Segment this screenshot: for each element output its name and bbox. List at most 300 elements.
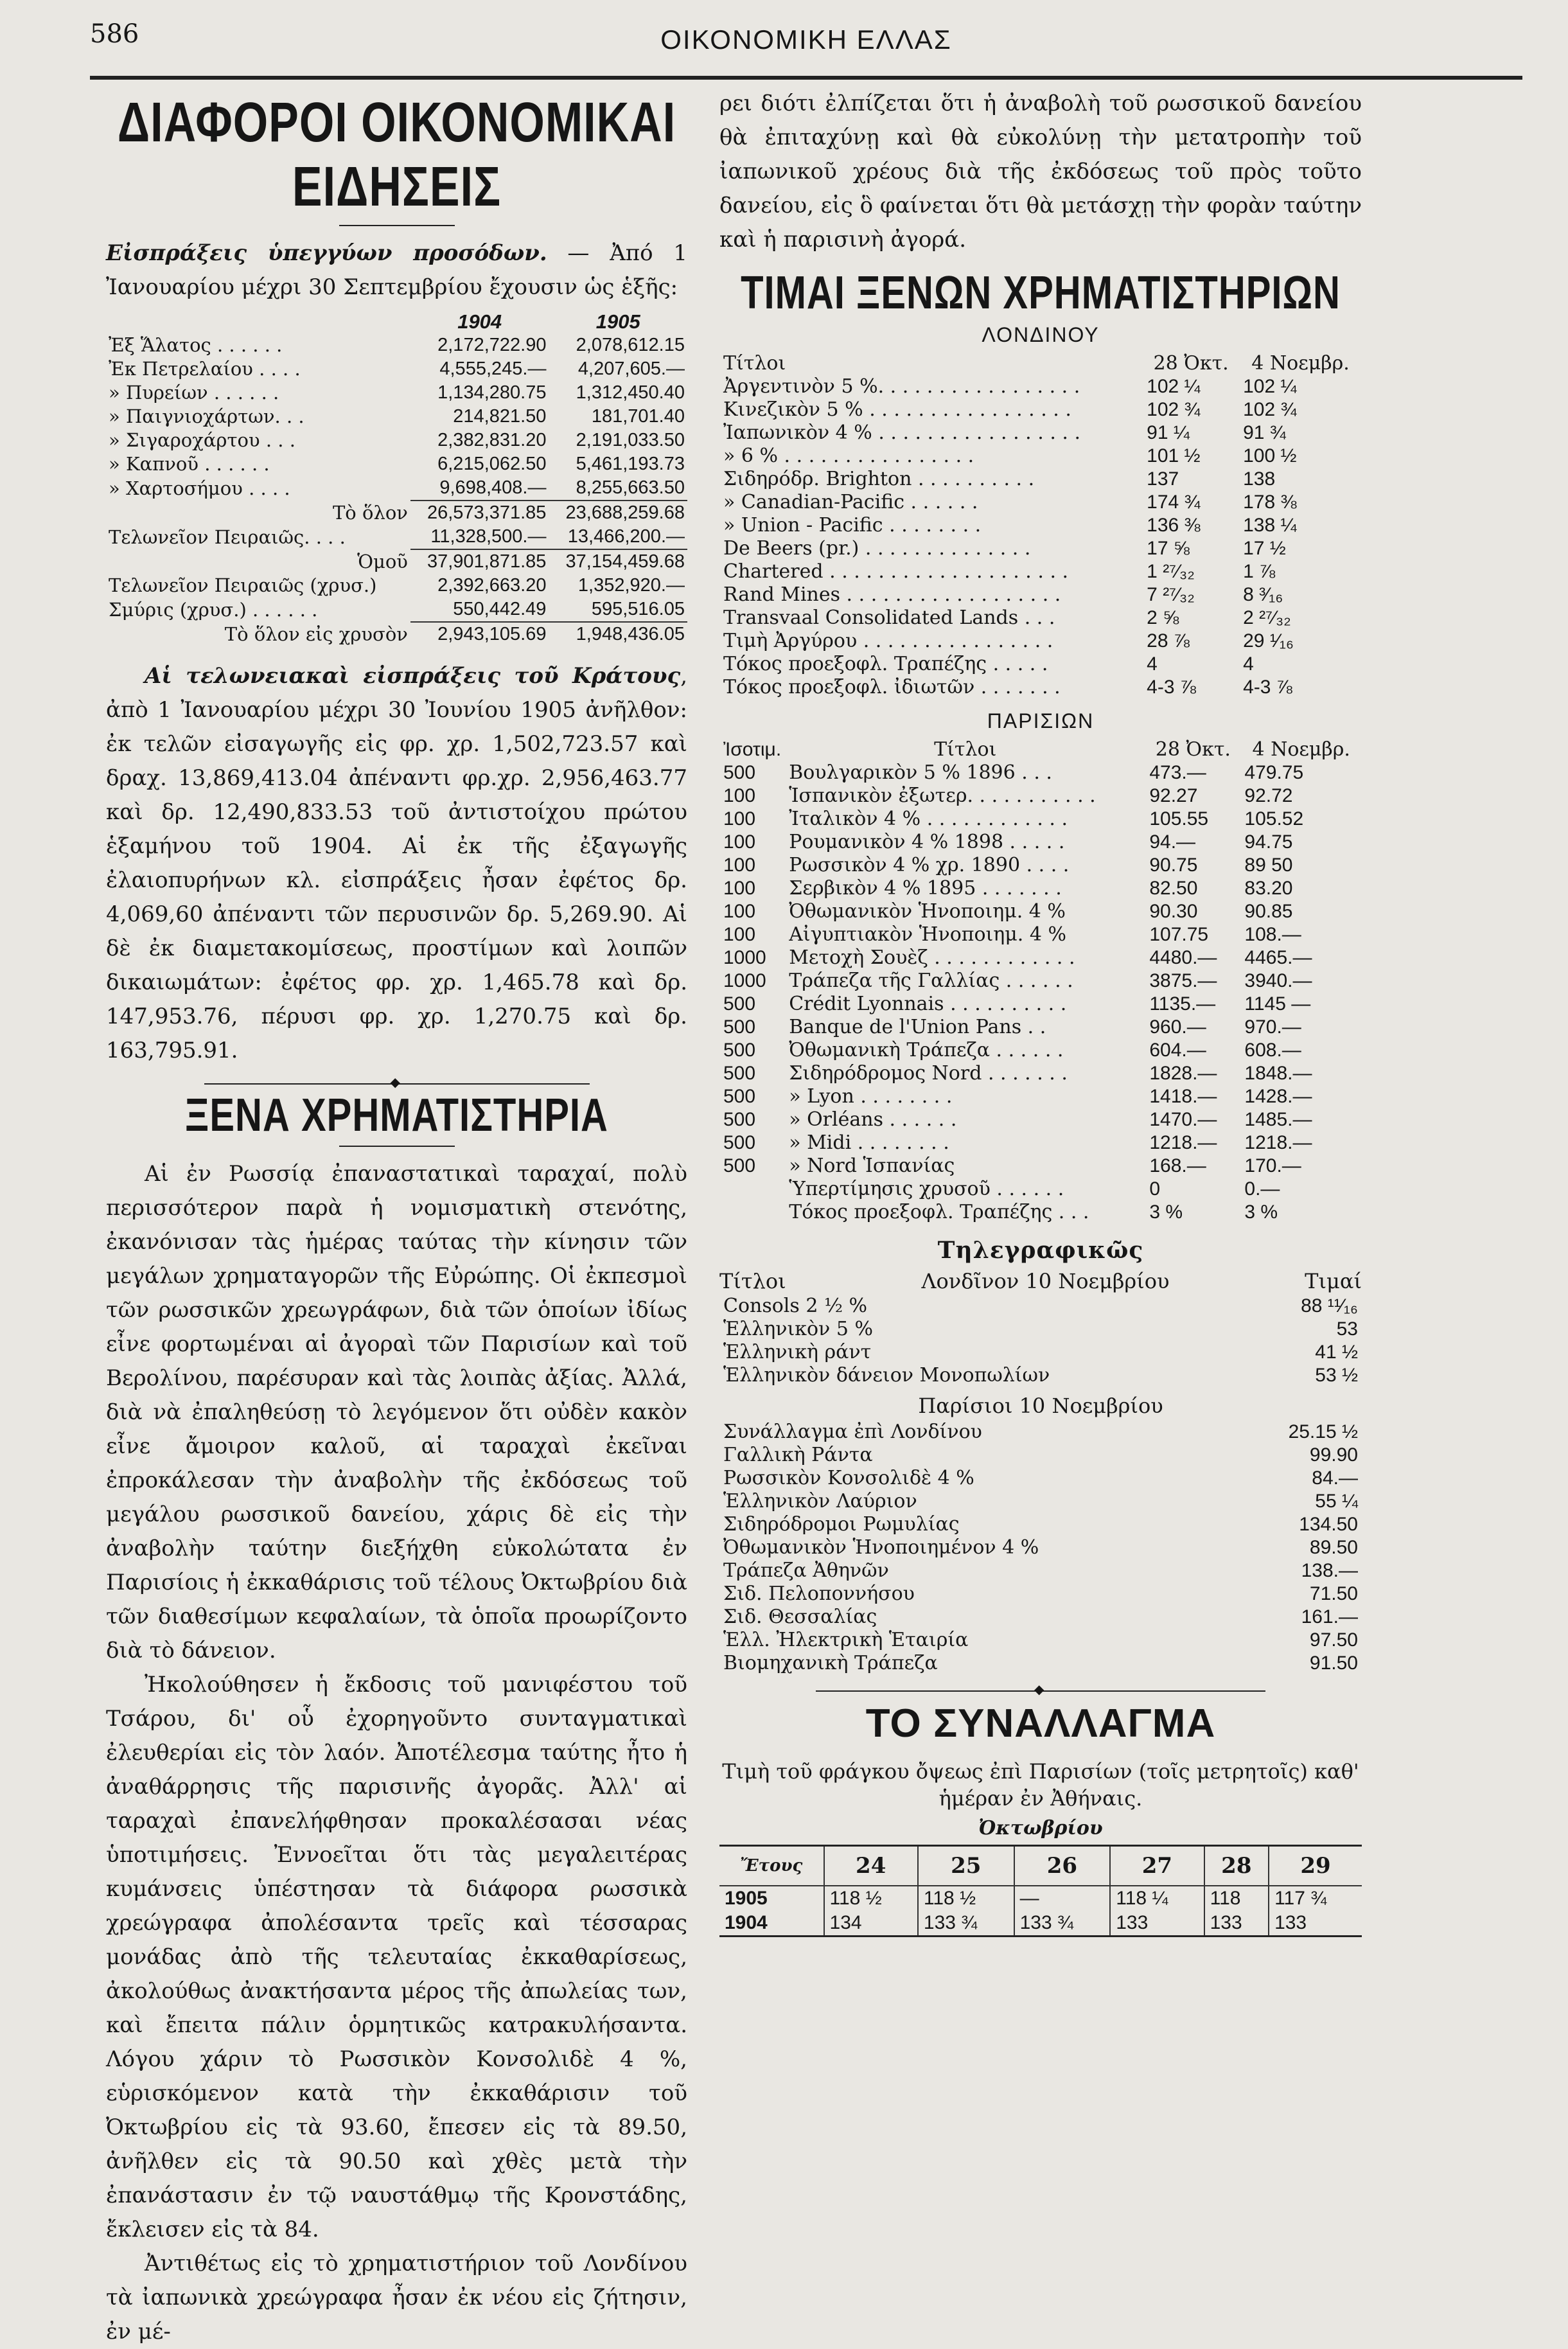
exchange-row bbox=[719, 1886, 1362, 1911]
col-title: Τίτλοι bbox=[719, 1269, 786, 1293]
foreign-heading: ΞΕΝΑ ΧΡΗΜΑΤΙΣΤΗΡΙΑ bbox=[185, 1088, 608, 1142]
security-name: Ἱσπανικὸν ἐξωτερ. . . . . . . . . . . bbox=[789, 784, 1096, 807]
paris-row bbox=[719, 1131, 1362, 1155]
security-name: Transvaal Consolidated Lands . . . bbox=[723, 607, 1055, 629]
price-28-oct: 82.50 bbox=[1149, 878, 1198, 899]
security-name: » Midi . . . . . . . . bbox=[789, 1131, 949, 1154]
london-row bbox=[719, 421, 1362, 445]
price-4-nov: 4 bbox=[1243, 653, 1254, 675]
par-value bbox=[719, 1201, 785, 1224]
price: 53 ½ bbox=[1315, 1365, 1358, 1386]
day-header: 29 bbox=[1269, 1846, 1362, 1886]
par-value: 100 bbox=[723, 785, 756, 806]
price-4-nov: 17 ½ bbox=[1243, 538, 1286, 559]
journal-title: ΟΙΚΟΝΟΜΙΚΗ ΕΛΛΑΣ bbox=[660, 24, 952, 55]
revenue-label: » Πυρείων . . . . . . bbox=[109, 382, 279, 403]
revenue-total-row bbox=[106, 622, 687, 646]
security-name: Ὑπερτίμησις χρυσοῦ . . . . . . bbox=[789, 1178, 1064, 1200]
paris-row bbox=[719, 877, 1362, 900]
exchange-table bbox=[719, 1845, 1362, 1937]
price-4-nov: 170.— bbox=[1244, 1155, 1301, 1176]
security-name: Σιδ. Πελοποννήσου bbox=[723, 1582, 915, 1605]
col-1905: 1905 bbox=[595, 310, 640, 333]
price-4-nov: 92.72 bbox=[1244, 785, 1293, 806]
value-1904: 11,328,500.— bbox=[430, 526, 547, 547]
price: 25.15 ½ bbox=[1288, 1421, 1358, 1442]
security-name: Ἰταλικὸν 4 % . . . . . . . . . . . . bbox=[789, 808, 1068, 830]
price-4-nov: 89 50 bbox=[1244, 855, 1293, 876]
paris-row bbox=[719, 1201, 1362, 1224]
paris-rows bbox=[719, 761, 1362, 1224]
security-name: Ἑλληνικὸν Λαύριον bbox=[723, 1490, 917, 1512]
telegraph-london-table bbox=[719, 1295, 1362, 1387]
exchange-row bbox=[719, 1911, 1362, 1937]
day-header: 24 bbox=[824, 1846, 918, 1886]
value-1905: 5,461,193.73 bbox=[576, 454, 685, 474]
paris-row bbox=[719, 970, 1362, 993]
security-name: » Lyon . . . . . . . . bbox=[789, 1085, 953, 1108]
revenue-row bbox=[106, 429, 687, 452]
telegraph-row bbox=[719, 1606, 1362, 1629]
value-1905: 2,191,033.50 bbox=[576, 430, 685, 450]
price-4-nov: 0.— bbox=[1244, 1178, 1280, 1200]
revenue-label: Τελωνεῖον Πειραιῶς (χρυσ.) bbox=[109, 574, 377, 596]
price-4-nov: 83.20 bbox=[1244, 878, 1293, 899]
exchange-rows bbox=[719, 1886, 1362, 1937]
price-4-nov: 178 ⅜ bbox=[1243, 492, 1297, 513]
london-row bbox=[719, 676, 1362, 699]
par-value: 1000 bbox=[723, 947, 766, 968]
paris-row bbox=[719, 900, 1362, 923]
price-28-oct: 28 ⅞ bbox=[1147, 630, 1190, 652]
security-name: » Union - Pacific . . . . . . . . bbox=[723, 514, 982, 536]
telegraph-london-rows bbox=[719, 1295, 1362, 1387]
london-row bbox=[719, 491, 1362, 514]
paris-row bbox=[719, 993, 1362, 1016]
rate-cell: 118 ½ bbox=[824, 1886, 918, 1911]
paris-row bbox=[719, 1062, 1362, 1085]
price-4-nov: 1428.— bbox=[1244, 1086, 1312, 1107]
par-value: 100 bbox=[723, 924, 756, 945]
telegraph-row bbox=[719, 1364, 1362, 1387]
price-4-nov: 608.— bbox=[1244, 1040, 1301, 1061]
value-1905: 595,516.05 bbox=[591, 599, 685, 619]
price-4-nov: 102 ¼ bbox=[1243, 376, 1297, 397]
price-28-oct: 1418.— bbox=[1149, 1086, 1217, 1107]
par-value: 500 bbox=[723, 1040, 756, 1061]
telegraph-row bbox=[719, 1652, 1362, 1675]
value-1905: 13,466,200.— bbox=[567, 526, 685, 547]
security-name: Σερβικὸν 4 % 1895 . . . . . . . bbox=[789, 877, 1062, 900]
telegraph-row bbox=[719, 1536, 1362, 1559]
value-1904: 214,821.50 bbox=[453, 406, 547, 427]
price-4-nov: 108.— bbox=[1244, 924, 1301, 945]
revenue-label: Τελωνεῖον Πειραιῶς. . . . bbox=[109, 526, 346, 548]
value-1905: 1,948,436.05 bbox=[549, 622, 687, 646]
price: 41 ½ bbox=[1315, 1342, 1358, 1363]
value-1905: 2,078,612.15 bbox=[576, 335, 685, 355]
revenue-row bbox=[106, 381, 687, 405]
telegraph-row bbox=[719, 1295, 1362, 1318]
security-name: » Canadian-Pacific . . . . . . bbox=[723, 491, 978, 513]
customs-rest: , ἀπὸ 1 Ἰανουαρίου μέχρι 30 Ἰουνίου 1905 ἀνῆλθον: ἐκ τελῶν εἰσαγωγῆς εἰς φρ. χρ. 1,502,723.57 καὶ δραχ. 13,869,413.04 ἀπέναντι φρ.χρ. 2,956,463.77 καὶ δρ. 12,490,833.53 τοῦ ἀντιστοίχου πρώτου ἑξαμήνου τοῦ 1904. Αἱ ἐκ τῆς ἐξαγωγῆς ἐλαιοπυρήνων κλ. εἰσπράξεις ἦσαν ἐφέτος δρ. 4,069,60 ἀπέναντι τῶν περυσινῶν δρ. 5,269.90. Αἱ δὲ ἐκ διαμετακομίσεως, προστίμων καὶ λοιπῶν δικαιωμάτων: ἐφέτος φρ. χρ. 1,465.78 καὶ δρ. 147,953.76, πέρυσι φρ. χρ. 1,270.75 καὶ δρ. 163,795.91. bbox=[106, 663, 687, 1063]
revenue-label: Τὸ ὅλον εἰς χρυσὸν bbox=[224, 623, 408, 645]
security-name: Chartered . . . . . . . . . . . . . . . . . . . . bbox=[723, 560, 1069, 583]
revenue-label: » Χαρτοσήμου . . . . bbox=[109, 477, 290, 499]
value-1905: 181,701.40 bbox=[591, 406, 685, 427]
par-value: 100 bbox=[723, 831, 756, 853]
revenue-row bbox=[106, 452, 687, 476]
paris-row bbox=[719, 1155, 1362, 1178]
security-name: Ρωσσικὸν Κονσολιδὲ 4 % bbox=[723, 1467, 974, 1489]
security-name: Σιδηρόδρομος Nord . . . . . . . bbox=[789, 1062, 1068, 1085]
security-name: Ἑλλ. Ἠλεκτρικὴ Ἑταιρία bbox=[723, 1629, 969, 1651]
price-28-oct: 107.75 bbox=[1149, 924, 1209, 945]
paris-row bbox=[719, 1108, 1362, 1131]
price-28-oct: 1135.— bbox=[1149, 993, 1216, 1015]
paragraph: Ἀντιθέτως εἰς τὸ χρηματιστήριον τοῦ Λονδίνου τὰ ἰαπωνικὰ χρεώγραφα ἦσαν ἐκ νέου εἰς ζήτησιν, ἐν μέ- bbox=[106, 2251, 687, 2345]
revenue-rows bbox=[106, 333, 687, 646]
telegraph-row bbox=[719, 1490, 1362, 1513]
price-4-nov: 1485.— bbox=[1244, 1109, 1312, 1130]
heading-rule bbox=[339, 225, 455, 226]
paris-row bbox=[719, 854, 1362, 877]
paris-row bbox=[719, 946, 1362, 970]
telegraph-row bbox=[719, 1513, 1362, 1536]
rate-cell: 118 bbox=[1204, 1886, 1269, 1911]
price: 55 ¼ bbox=[1315, 1491, 1358, 1512]
security-name: » Orléans . . . . . . bbox=[789, 1108, 957, 1131]
col-1904: 1904 bbox=[457, 310, 502, 333]
value-1904: 1,134,280.75 bbox=[437, 382, 547, 403]
security-name: Ὀθωμανικὸν Ἡνοποιημ. 4 % bbox=[789, 900, 1066, 923]
price-28-oct: 3875.— bbox=[1149, 970, 1217, 991]
par-value: 100 bbox=[723, 901, 756, 922]
value-1905: 8,255,663.50 bbox=[576, 477, 685, 498]
telegraph-row bbox=[719, 1341, 1362, 1364]
value-1905: 1,352,920.— bbox=[577, 575, 685, 596]
revenue-row bbox=[106, 405, 687, 429]
price-28-oct: 1 ²⁷⁄₃₂ bbox=[1147, 561, 1195, 582]
par-value bbox=[719, 1178, 785, 1201]
security-name: Τόκος προεξοφλ. Τραπέζης . . . bbox=[789, 1201, 1089, 1223]
par-value: 500 bbox=[723, 993, 756, 1015]
telegraph-paris-table bbox=[719, 1421, 1362, 1675]
security-name: Τόκος προεξοφλ. Τραπέζης . . . . . bbox=[723, 653, 1048, 675]
price-28-oct: 4-3 ⅞ bbox=[1147, 677, 1196, 698]
london-row bbox=[719, 398, 1362, 421]
price-4-nov: 94.75 bbox=[1244, 831, 1293, 853]
security-name: Ὀθωμανικὸν Ἡνοποιημένον 4 % bbox=[723, 1536, 1039, 1559]
paris-row bbox=[719, 808, 1362, 831]
price-4-nov: 479.75 bbox=[1244, 762, 1304, 783]
day-header: 25 bbox=[918, 1846, 1014, 1886]
security-name: Ρωσσικὸν 4 % χρ. 1890 . . . . bbox=[789, 854, 1070, 876]
security-name: Αἰγυπτιακὸν Ἡνοποιημ. 4 % bbox=[789, 923, 1066, 946]
security-name: Τιμὴ Ἀργύρου . . . . . . . . . . . . . . . . bbox=[723, 630, 1053, 652]
price-4-nov: 3940.— bbox=[1244, 970, 1312, 991]
main-heading: ΔΙΑΦΟΡΟΙ ΟΙΚΟΝΟΜΙΚΑΙ ΕΙΔΗΣΕΙΣ bbox=[117, 91, 676, 218]
price-28-oct: 105.55 bbox=[1149, 808, 1209, 829]
day-header: 28 bbox=[1204, 1846, 1269, 1886]
revenue-label: Τὸ ὅλον bbox=[332, 501, 408, 524]
price-28-oct: 473.— bbox=[1149, 762, 1206, 783]
customs-paragraph bbox=[106, 659, 687, 1068]
revenue-total-row bbox=[106, 549, 687, 574]
col-date-a: 28 Ὀκτ. bbox=[1153, 352, 1229, 375]
security-name: Μετοχὴ Σουὲζ . . . . . . . . . . . . bbox=[789, 946, 1075, 969]
price-28-oct: 92.27 bbox=[1149, 785, 1198, 806]
london-date: Λονδῖνον 10 Νοεμβρίου bbox=[921, 1269, 1170, 1293]
london-row bbox=[719, 514, 1362, 537]
london-row bbox=[719, 537, 1362, 560]
price-4-nov: 1848.— bbox=[1244, 1063, 1312, 1084]
revenue-label: Σμύρις (χρυσ.) . . . . . . bbox=[109, 598, 318, 621]
value-1904: 2,172,722.90 bbox=[437, 335, 547, 355]
col-date-b: 4 Νοεμβρ. bbox=[1252, 738, 1350, 761]
year-cell: 1904 bbox=[725, 1912, 768, 1933]
price-28-oct: 604.— bbox=[1149, 1040, 1206, 1061]
price-28-oct: 3 % bbox=[1149, 1201, 1183, 1223]
security-name: Consols 2 ½ % bbox=[723, 1295, 868, 1317]
telegraph-paris-rows bbox=[719, 1421, 1362, 1675]
revenue-table bbox=[106, 310, 687, 646]
par-value: 500 bbox=[723, 1109, 756, 1130]
price: 71.50 bbox=[1309, 1583, 1358, 1604]
par-value: 1000 bbox=[723, 970, 766, 991]
security-name: Ὀθωμανικὴ Τράπεζα . . . . . . bbox=[789, 1039, 1064, 1061]
left-column bbox=[106, 87, 687, 2349]
price-28-oct: 1218.— bbox=[1149, 1132, 1217, 1153]
price-28-oct: 1828.— bbox=[1149, 1063, 1217, 1084]
value-1905: 1,312,450.40 bbox=[576, 382, 685, 403]
price-4-nov: 2 ²⁷⁄₃₂ bbox=[1243, 607, 1291, 628]
prices-heading: ΤΙΜΑΙ ΞΕΝΩΝ ΧΡΗΜΑΤΙΣΤΗΡΙΩΝ bbox=[741, 266, 1341, 319]
price: 53 bbox=[1336, 1318, 1358, 1340]
telegraph-row bbox=[719, 1421, 1362, 1444]
rate-cell: 118 ½ bbox=[918, 1886, 1014, 1911]
value-1904: 2,392,663.20 bbox=[437, 575, 547, 596]
london-row bbox=[719, 653, 1362, 676]
price: 84.— bbox=[1312, 1467, 1358, 1489]
revenue-row bbox=[106, 476, 687, 501]
value-1905: 23,688,259.68 bbox=[549, 501, 687, 525]
london-row bbox=[719, 630, 1362, 653]
telegraph-row bbox=[719, 1467, 1362, 1490]
rate-cell: 133 ¾ bbox=[1014, 1911, 1111, 1937]
price: 97.50 bbox=[1309, 1629, 1358, 1651]
exchange-heading: ΤΟ ΣΥΝΑΛΛΑΓΜΑ bbox=[865, 1701, 1216, 1746]
price-28-oct: 90.30 bbox=[1149, 901, 1198, 922]
exchange-header-row bbox=[719, 1846, 1362, 1886]
year-label: Ἔτους bbox=[719, 1846, 824, 1886]
price-4-nov: 138 bbox=[1243, 468, 1276, 490]
paris-row bbox=[719, 784, 1362, 808]
value-1905: 37,154,459.68 bbox=[549, 549, 687, 574]
price-28-oct: 7 ²⁷⁄₃₂ bbox=[1147, 584, 1195, 605]
security-name: Σιδ. Θεσσαλίας bbox=[723, 1606, 877, 1628]
par-value: 500 bbox=[723, 1016, 756, 1038]
security-name: Ἑλληνικὸν δάνειον Μονοπωλίων bbox=[723, 1364, 1050, 1387]
value-1904: 550,442.49 bbox=[453, 599, 547, 619]
paragraph: Ἠκολούθησεν ἡ ἔκδοσις τοῦ μανιφέστου τοῦ Τσάρου, δι' οὗ ἐχορηγοῦντο συνταγματικαὶ ἐλευθερίαι εἰς τὸν λαόν. Ἀποτέλεσμα ταύτης ἦτο ἡ ἀναθάρρησις τῆς παρισινῆς ἀγορᾶς. Ἀλλ' αἱ ταραχαὶ ἐπανελήφθησαν προκαλέσασαι νέας ὑποτιμήσεις. Ἐννοεῖται ὅτι τὰς μεγαλειτέρας κυμάνσεις ὑπέστησαν τὰ διάφορα ρωσσικὰ χρεώγραφα ἀπολέσαντα τρεῖς καὶ τέσσαρας μονάδας ἀπὸ τῆς τελευταίας ἐκκαθαρίσεως, ἀκολούθως ἀνακτήσαντα μέρος τῆς ἀπωλείας των, καὶ ἔπειτα πάλιν ὁρμητικῶς κατρακυλήσαντα. Λόγου χάριν τὸ Ρωσσικὸν Κονσολιδὲ 4 %, εὑρισκόμενον κατὰ τὴν ἐκκαθάρισιν τοῦ Ὀκτωβρίου εἰς τὰ 93.60, ἔπεσεν εἰς τὰ 89.50, ἀνῆλθεν εἰς τὰ 90.50 καὶ χθὲς μετὰ τὴν ἐπανάστασιν ἐν τῷ ναυστάθμῳ τῆς Κρονστάδης, ἔκλεισεν εἰς τὰ 84. bbox=[106, 1672, 687, 2242]
par-value: 500 bbox=[723, 1086, 756, 1107]
revenue-label: » Καπνοῦ . . . . . . bbox=[109, 453, 270, 475]
value-1904: 6,215,062.50 bbox=[437, 454, 547, 474]
price-4-nov: 3 % bbox=[1244, 1201, 1278, 1223]
price-28-oct: 91 ¼ bbox=[1147, 422, 1190, 443]
running-header bbox=[90, 19, 1522, 58]
london-row bbox=[719, 560, 1362, 583]
price-28-oct: 90.75 bbox=[1149, 855, 1198, 876]
section-divider bbox=[204, 1083, 590, 1085]
price-28-oct: 168.— bbox=[1149, 1155, 1206, 1176]
price-28-oct: 960.— bbox=[1149, 1016, 1206, 1038]
london-row bbox=[719, 445, 1362, 468]
security-name: Γαλλικὴ Ράντα bbox=[723, 1444, 873, 1466]
exchange-month: Ὀκτωβρίου bbox=[978, 1817, 1103, 1839]
paris-row bbox=[719, 1016, 1362, 1039]
security-name: Ἰαπωνικὸν 4 % . . . . . . . . . . . . . . . . . bbox=[723, 421, 1081, 444]
par-value: 500 bbox=[723, 762, 756, 783]
london-rows bbox=[719, 375, 1362, 699]
price-4-nov: 970.— bbox=[1244, 1016, 1301, 1038]
par-value: 500 bbox=[723, 1063, 756, 1084]
security-name: Συνάλλαγμα ἐπὶ Λονδίνου bbox=[723, 1421, 982, 1443]
rate-cell: — bbox=[1014, 1886, 1111, 1911]
security-name: Τράπεζα τῆς Γαλλίας . . . . . . bbox=[789, 970, 1073, 992]
value-1905: 4,207,605.— bbox=[577, 359, 685, 379]
price-4-nov: 4-3 ⅞ bbox=[1243, 677, 1292, 698]
telegraph-row bbox=[719, 1444, 1362, 1467]
revenue-row bbox=[106, 525, 687, 549]
price: 89.50 bbox=[1309, 1537, 1358, 1558]
exchange-caption: Τιμὴ τοῦ φράγκου ὄψεως ἐπὶ Παρισίων (τοῖς μετρητοῖς) καθ' ἡμέραν ἐν Ἀθήναις. bbox=[722, 1759, 1359, 1811]
security-name: Crédit Lyonnais . . . . . . . . . . bbox=[789, 993, 1067, 1015]
price-28-oct: 136 ⅜ bbox=[1147, 515, 1201, 536]
telegraph-row bbox=[719, 1629, 1362, 1652]
price-28-oct: 102 ¼ bbox=[1147, 376, 1201, 397]
col-title: Τίτλοι bbox=[723, 352, 786, 375]
par-value: 100 bbox=[723, 878, 756, 899]
rate-cell: 133 bbox=[1110, 1911, 1204, 1937]
col-price: Τιμαί bbox=[1305, 1269, 1362, 1293]
revenue-row bbox=[106, 333, 687, 357]
day-header: 26 bbox=[1014, 1846, 1111, 1886]
security-name: Ἑλληνικὴ ράντ bbox=[723, 1341, 872, 1363]
page-number: 586 bbox=[90, 19, 139, 49]
value-1904: 26,573,371.85 bbox=[410, 501, 549, 525]
london-row bbox=[719, 583, 1362, 607]
paris-row bbox=[719, 1178, 1362, 1201]
security-name: Ἀργεντινὸν 5 %. . . . . . . . . . . . . . . . . bbox=[723, 375, 1080, 398]
rate-cell: 133 ¾ bbox=[918, 1911, 1014, 1937]
price: 134.50 bbox=[1299, 1514, 1358, 1535]
telegraph-row bbox=[719, 1559, 1362, 1582]
price-28-oct: 1470.— bbox=[1149, 1109, 1217, 1130]
security-name: Βουλγαρικὸν 5 % 1896 . . . bbox=[789, 761, 1052, 784]
revenue-label: » Παιγνιοχάρτων. . . bbox=[109, 405, 304, 427]
london-table bbox=[719, 352, 1362, 699]
telegraph-row bbox=[719, 1318, 1362, 1341]
london-title: ΛΟΝΔΙΝΟΥ bbox=[982, 323, 1100, 346]
continuation-paragraph: ρει διότι ἐλπίζεται ὅτι ἡ ἀναβολὴ τοῦ ρωσσικοῦ δανείου θὰ ἐπιταχύνῃ καὶ θὰ εὐκολύνῃ τὴν μετατροπὴν τοῦ ἰαπωνικοῦ χρέους διὰ τῆς ἐκδόσεως τοῦ πρὸς τοῦτο δανείου, εἰς ὃ φαίνεται ὅτι θὰ μετάσχῃ τὴν φορὰν ταύτην καὶ ἡ παρισινὴ ἀγορά. bbox=[719, 91, 1362, 253]
security-name: Rand Mines . . . . . . . . . . . . . . . . . . bbox=[723, 583, 1061, 606]
par-value: 500 bbox=[723, 1132, 756, 1153]
price-28-oct: 17 ⅝ bbox=[1147, 538, 1190, 559]
price: 99.90 bbox=[1309, 1444, 1358, 1466]
security-name: Ρουμανικὸν 4 % 1898 . . . . . bbox=[789, 831, 1065, 853]
price-28-oct: 174 ¾ bbox=[1147, 492, 1201, 513]
value-1904: 4,555,245.— bbox=[439, 359, 547, 379]
revenue-intro-bold: Εἰσπράξεις ὑπεγγύων προσόδων. bbox=[106, 240, 547, 266]
london-row bbox=[719, 468, 1362, 491]
right-column bbox=[719, 87, 1362, 1937]
revenue-label: Ὁμοῦ bbox=[357, 550, 408, 572]
year-cell: 1905 bbox=[725, 1888, 768, 1909]
heading-rule bbox=[339, 1146, 455, 1147]
col-date-b: 4 Νοεμβρ. bbox=[1251, 352, 1350, 375]
paragraph: Αἱ ἐν Ρωσσίᾳ ἐπαναστατικαὶ ταραχαί, πολὺ περισσότερον παρὰ ἡ νομισματικὴ στενότης, ἐκανόνισαν τὰς ἡμέρας ταύτας τὴν κίνησιν τῶν μεγάλων χρηματαγορῶν τῆς Εὐρώπης. Οἱ ἐκπεσμοὶ τῶν ρωσσικῶν χρεωγράφων, διὰ τῶν ὁποίων ἰδίως εἶνε φορτωμέναι αἱ ἀγοραὶ τῶν Παρισίων καὶ τοῦ Βερολίνου, παρέσυραν καὶ τὰς λοιπὰς ἀξίας. Ἀλλά, διὰ νὰ ἐπαληθεύσῃ τὸ λεγόμενον ὅτι οὐδὲν κακὸν εἶνε ἄμοιρον καλοῦ, αἱ ταραχαὶ ἐκεῖναι ἐπροκάλεσαν τὴν ἀναβολὴν τῆς ἐκδόσεως τοῦ μεγάλου ρωσσικοῦ δανείου, χάρις δὲ εἰς τὴν ἀναβολὴν ταύτην διεξήχθη εὐκολώτατα ἐν Παρισίοις ἡ ἐκκαθάρισις τοῦ τέλους Ὀκτωβρίου διὰ τῶν διαθεσίμων κεφαλαίων, τὰ ὁποῖα προωρίζοντο διὰ τὸ δάνειον. bbox=[106, 1161, 687, 1663]
col-par: Ἰσοτιμ. bbox=[723, 739, 782, 760]
paris-table bbox=[719, 738, 1362, 1224]
security-name: Ἑλληνικὸν 5 % bbox=[723, 1318, 873, 1340]
price-4-nov: 90.85 bbox=[1244, 901, 1293, 922]
price: 91.50 bbox=[1309, 1653, 1358, 1674]
price-4-nov: 1145 — bbox=[1244, 993, 1311, 1015]
price: 88 ¹¹⁄₁₆ bbox=[1301, 1295, 1358, 1316]
revenue-label: Ἐξ Ἅλατος . . . . . . bbox=[109, 334, 283, 356]
revenue-label: Ἐκ Πετρελαίου . . . . bbox=[109, 358, 301, 380]
price-4-nov: 4465.— bbox=[1244, 947, 1312, 968]
telegraph-heading: Τηλεγραφικῶς bbox=[937, 1237, 1144, 1264]
paris-row bbox=[719, 1039, 1362, 1062]
paris-title: ΠΑΡΙΣΙΩΝ bbox=[987, 709, 1095, 732]
price-4-nov: 138 ¼ bbox=[1243, 515, 1297, 536]
revenue-intro bbox=[106, 236, 687, 305]
price-28-oct: 137 bbox=[1147, 468, 1179, 490]
value-1904: 2,943,105.69 bbox=[410, 622, 549, 646]
security-name: De Beers (pr.) . . . . . . . . . . . . . . bbox=[723, 537, 1031, 560]
price-4-nov: 91 ¾ bbox=[1243, 422, 1286, 443]
par-value: 100 bbox=[723, 855, 756, 876]
revenue-total-row bbox=[106, 501, 687, 525]
par-value: 100 bbox=[723, 808, 756, 829]
paris-row bbox=[719, 761, 1362, 784]
paris-row bbox=[719, 1085, 1362, 1108]
security-name: Banque de l'Union Pans . . bbox=[789, 1016, 1046, 1038]
par-value: 500 bbox=[723, 1155, 756, 1176]
price-28-oct: 4480.— bbox=[1149, 947, 1217, 968]
rate-cell: 117 ¾ bbox=[1269, 1886, 1362, 1911]
price-28-oct: 2 ⅝ bbox=[1147, 607, 1179, 628]
value-1904: 37,901,871.85 bbox=[410, 549, 549, 574]
price-4-nov: 105.52 bbox=[1244, 808, 1304, 829]
paris-row bbox=[719, 923, 1362, 946]
paris-row bbox=[719, 831, 1362, 854]
security-name: Βιομηχανικὴ Τράπεζα bbox=[723, 1652, 938, 1674]
london-row bbox=[719, 607, 1362, 630]
section-divider bbox=[816, 1690, 1265, 1692]
rate-cell: 134 bbox=[824, 1911, 918, 1937]
price-4-nov: 29 ¹⁄₁₆ bbox=[1243, 630, 1294, 652]
revenue-label: » Σιγαροχάρτου . . . bbox=[109, 429, 295, 451]
rate-cell: 133 bbox=[1269, 1911, 1362, 1937]
price-4-nov: 1218.— bbox=[1244, 1132, 1312, 1153]
value-1904: 9,698,408.— bbox=[439, 477, 547, 498]
value-1904: 2,382,831.20 bbox=[437, 430, 547, 450]
price-4-nov: 8 ³⁄₁₆ bbox=[1243, 584, 1283, 605]
